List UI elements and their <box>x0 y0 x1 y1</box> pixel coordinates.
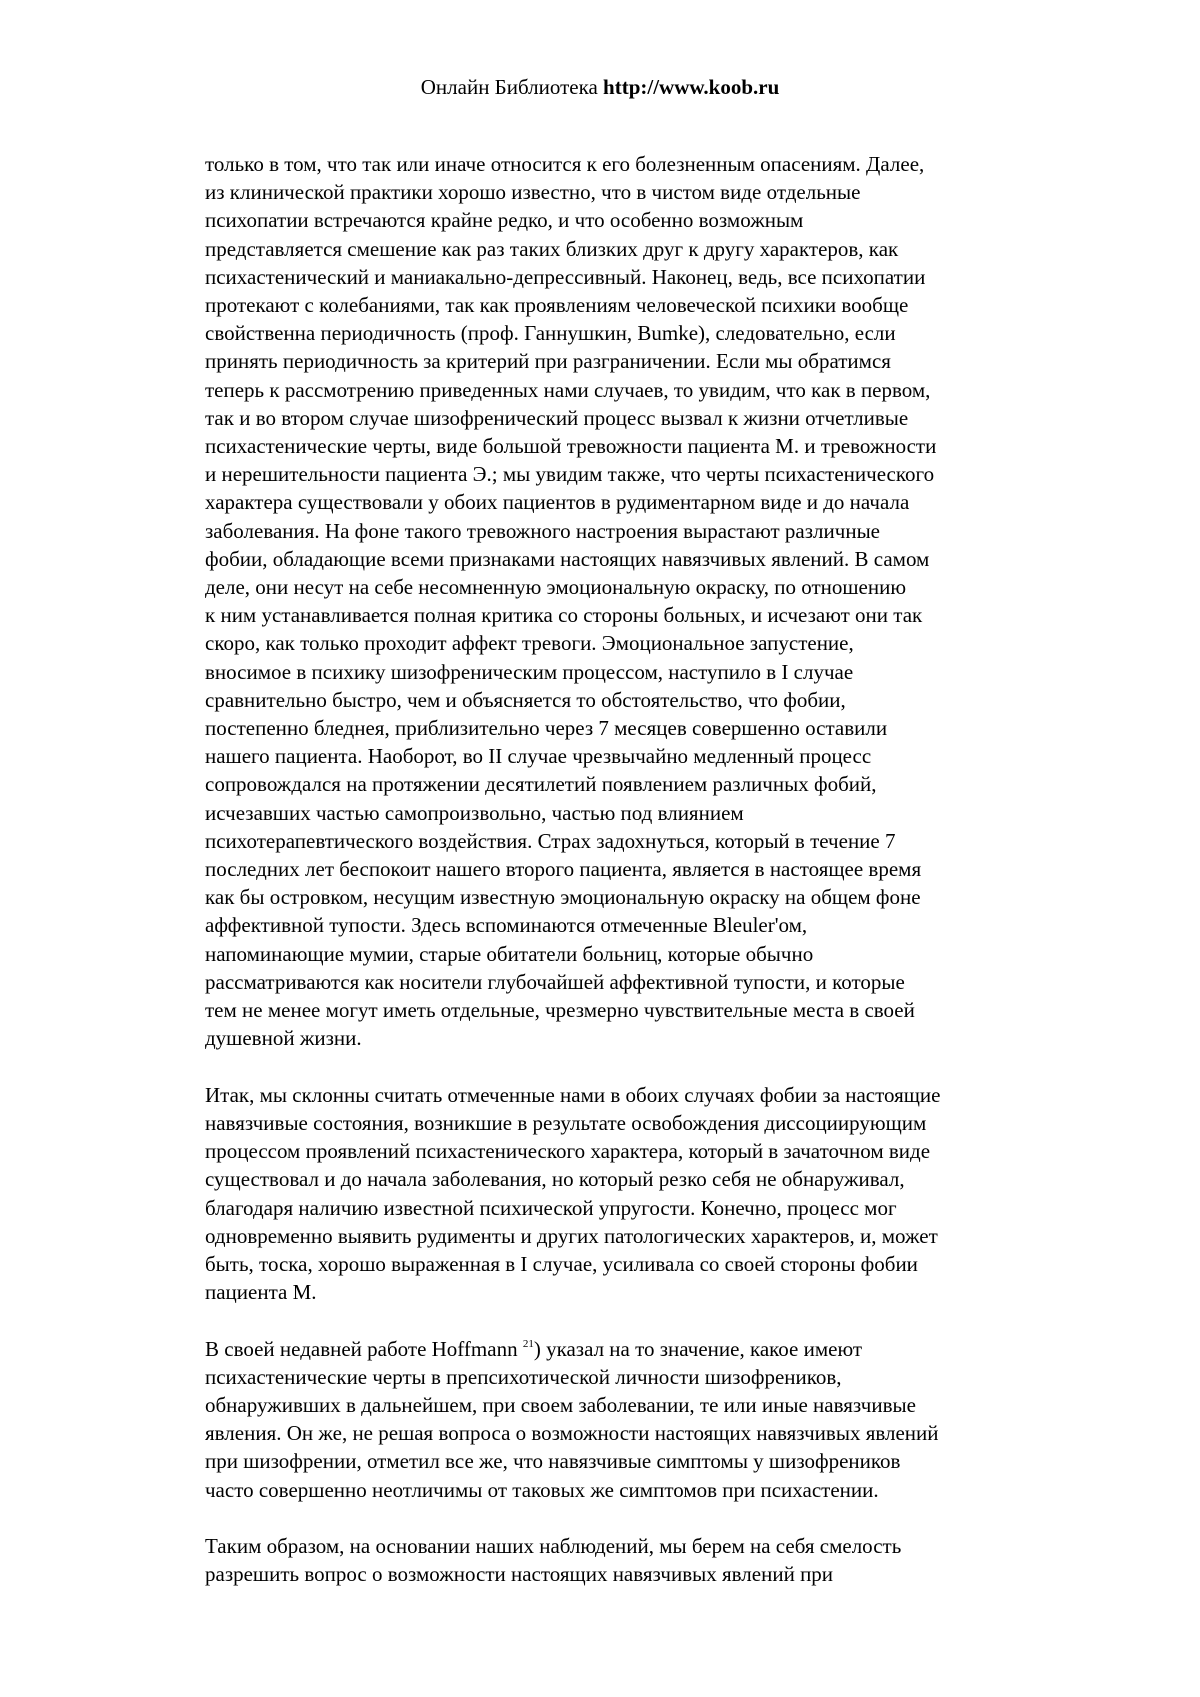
text-line: психотерапевтического воздействия. Страх задохнуться, который в течение 7 <box>205 828 896 853</box>
text-line: психастенические черты в препсихотической личности шизофреников, <box>205 1364 842 1389</box>
text-line: психастенический и маниакально-депрессивный. Наконец, ведь, все психопатии <box>205 264 926 289</box>
text-line: сопровождался на протяжении десятилетий появлением различных фобий, <box>205 772 877 797</box>
text-line: представляется смешение как раз таких близких друг к другу характеров, как <box>205 236 899 261</box>
text-line: рассматриваются как носители глубочайшей аффективной тупости, и которые <box>205 969 905 994</box>
text-line: вносимое в психику шизофреническим процессом, наступило в I случае <box>205 659 854 684</box>
text-line: фобии, обладающие всеми признаками настоящих навязчивых явлений. В самом <box>205 546 930 571</box>
library-label: Онлайн Библиотека <box>420 75 598 99</box>
paragraph-2 <box>205 1081 1065 1307</box>
text-line: нашего пациента. Наоборот, во II случае чрезвычайно медленный процесс <box>205 744 872 769</box>
text-line: из клинической практики хорошо известно, что в чистом виде отдельные <box>205 180 861 205</box>
text-line: протекают с колебаниями, так как проявлениям человеческой психики вообще <box>205 293 909 318</box>
text-line: характера существовали у обоих пациентов в рудиментарном виде и до начала <box>205 490 910 515</box>
text-line: Итак, мы склонны считать отмеченные нами в обоих случаях фобии за настоящие <box>205 1082 941 1107</box>
text-line: благодаря наличию известной психической упругости. Конечно, процесс мог <box>205 1195 897 1220</box>
text-line: исчезавших частью самопроизвольно, частью под влиянием <box>205 800 744 825</box>
text-line: напоминающие мумии, старые обитатели больниц, которые обычно <box>205 941 814 966</box>
text-line: так и во втором случае шизофренический процесс вызвал к жизни отчетливые <box>205 405 909 430</box>
text-line: пациента М. <box>205 1280 317 1305</box>
paragraph-1 <box>205 150 1065 1053</box>
text-line-with-footnote <box>205 1335 1065 1363</box>
text-line: психопатии встречаются крайне редко, и что особенно возможным <box>205 208 804 233</box>
text-line: тем не менее могут иметь отдельные, чрезмерно чувствительные места в своей <box>205 998 915 1023</box>
text-line: деле, они несут на себе несомненную эмоциональную окраску, по отношению <box>205 575 907 600</box>
text-line: душевной жизни. <box>205 1026 362 1051</box>
text-line: навязчивые состояния, возникшие в результате освобождения диссоциирующим <box>205 1110 927 1135</box>
text-line: быть, тоска, хорошо выраженная в I случае, усиливала со своей стороны фобии <box>205 1251 918 1276</box>
footnote-reference[interactable]: 21 <box>522 1337 534 1350</box>
text-line: свойственна периодичность (проф. Ганнушкин, Bumke), следовательно, если <box>205 321 896 346</box>
page-header <box>0 73 1200 101</box>
text-line: обнаруживших в дальнейшем, при своем заболевании, те или иные навязчивые <box>205 1392 916 1417</box>
text-line: часто совершенно неотличимы от таковых же симптомов при психастении. <box>205 1477 879 1502</box>
library-url-link[interactable]: http://www.koob.ru <box>603 75 780 99</box>
paragraph-spacer <box>205 1504 1065 1532</box>
document-body <box>205 150 1065 1588</box>
text-fragment: ) указал на то значение, какое имеют <box>533 1336 863 1361</box>
paragraph-spacer <box>205 1053 1065 1081</box>
text-line: аффективной тупости. Здесь вспоминаются отмеченные Bleuler'ом, <box>205 913 808 938</box>
paragraph-4 <box>205 1532 1065 1588</box>
text-line: постепенно бледнея, приблизительно через 7 месяцев совершенно оставили <box>205 716 888 741</box>
text-line: заболевания. На фоне такого тревожного настроения вырастают различные <box>205 518 880 543</box>
text-line: принять периодичность за критерий при разграничении. Если мы обратимся <box>205 349 891 374</box>
text-line: существовал и до начала заболевания, но который резко себя не обнаруживал, <box>205 1167 905 1192</box>
text-line: явления. Он же, не решая вопроса о возможности настоящих навязчивых явлений <box>205 1421 939 1446</box>
text-line: только в том, что так или иначе относится к его болезненным опасениям. Далее, <box>205 152 925 176</box>
text-line: процессом проявлений психастенического характера, который в зачаточном виде <box>205 1139 931 1164</box>
text-line: и нерешительности пациента Э.; мы увидим также, что черты психастенического <box>205 462 935 487</box>
text-line: разрешить вопрос о возможности настоящих навязчивых явлений при <box>205 1562 834 1587</box>
paragraph-3 <box>205 1335 1065 1504</box>
text-line: к ним устанавливается полная критика со стороны больных, и исчезают они так <box>205 603 923 628</box>
text-line: последних лет беспокоит нашего второго пациента, является в настоящее время <box>205 857 922 882</box>
text-line: одновременно выявить рудименты и других патологических характеров, и, может <box>205 1223 938 1248</box>
text-line: сравнительно быстро, чем и объясняется то обстоятельство, что фобии, <box>205 687 846 712</box>
text-line: при шизофрении, отметил все же, что навязчивые симптомы у шизофреников <box>205 1449 901 1474</box>
text-line: Таким образом, на основании наших наблюдений, мы берем на себя смелость <box>205 1533 902 1558</box>
text-line: теперь к рассмотрению приведенных нами случаев, то увидим, что как в первом, <box>205 377 931 402</box>
text-line: как бы островком, несущим известную эмоциональную окраску на общем фоне <box>205 885 921 910</box>
paragraph-spacer <box>205 1306 1065 1334</box>
text-line: скоро, как только проходит аффект тревоги. Эмоциональное запустение, <box>205 631 854 656</box>
text-line: психастенические черты, виде большой тревожности пациента М. и тревожности <box>205 434 937 459</box>
text-fragment: В своей недавней работе Hoffmann <box>205 1336 523 1361</box>
